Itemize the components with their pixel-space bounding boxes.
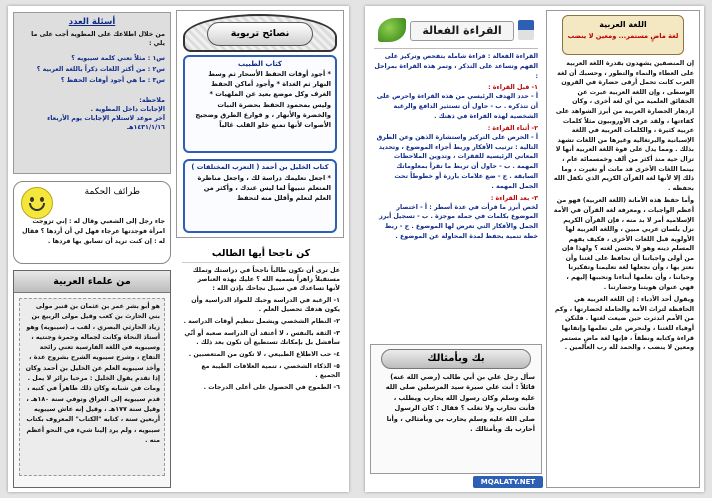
wisdom-title: طرائف الحكمة — [84, 187, 140, 197]
succeed-title: كن ناجحا أيها الطالب — [182, 246, 340, 263]
advice-card-title: كتاب الخليل بن أحمد ( التعرب المختلفات ) — [191, 163, 329, 171]
reading-section-text: لخص أبرز ما قرأت في عدة أسطر : أ - اختصار الموضوع بكلمات في جملة موجزة . ب - تسجيل أبرز الجمل والأفكار التي تعرض لها الموضوع . ج - ربط خطة تنمية بحفظ لمدة المحاولة عن الموضوع . — [379, 203, 538, 240]
questions-note-line: آخر موعد لاستلام الإجابات يوم الأربعاء ١٤٣١/١/١٦هـ — [47, 115, 165, 131]
advice-card-2 — [183, 159, 337, 233]
leaf-ornament-icon — [378, 18, 406, 42]
questions-note-line: الإجابات داخل المطوية . — [90, 106, 165, 113]
reading-title: القراءة الفعالة — [410, 21, 514, 41]
reading-section-title: ١- قبل القراءة : — [488, 84, 538, 92]
scholars-title: من علماء العربية — [53, 276, 131, 287]
advice-title: نصائح تربوية — [207, 22, 313, 46]
story-box — [370, 344, 542, 474]
questions-note-title: ملاحظة: — [139, 97, 165, 104]
flag-icon — [518, 20, 534, 40]
advice-card-text: * أجود أوقات الحفظ الأسحار ثم وسط النهار ثم الغداة * وأجود أماكن الحفظ الغرف وكل موضع بعيد عن الملهيات * وليس بمحمود الحفظ بحضرة النبات والخضرة والأنهار ، و قوارع الطرق وضجيج الأصوات لأنها تمنع خلو القلب غالباً — [195, 70, 331, 130]
succeed-item: ١- الرغبة في الدراسة وحبك للمواد الدراسية وأن يكون هدفك تحصيل العلم . — [191, 297, 340, 313]
reading-section-text: أ - حدد الهدف الرئيسي من هذه القراءة واحرص على أن تتذكره . ب - حاول أن تستثير الدافع والرغبة الشخصية لهذه القراءة في ذهنك . — [376, 93, 538, 120]
story-title-bar — [381, 349, 531, 369]
succeed-intro: عل ترى أن تكون طالباً ناجحاً في دراستك وتملك مستقبلاً زاهراً بسميه الله ؟ عليك بهذه العناصر لأنها تساعدك في سبيل نجاحك بإذن الله : — [192, 267, 340, 292]
scholars-box — [13, 270, 171, 488]
arabic-text: إن المنصفين يشهدون بقدرة اللغة العربية على العطاء والنماء والتطور ، وحسبك أن لغة العرب كانت تحمل أرقى حضارة في القرون الوسطى ، وإن اللغة العربية عبرت عن الحقائق العلمية من أي لغة أخرى ، وكان ازدهار الحضارة العربية من أبرز الشواهد على كفاءتها ، ولقد عرف الأوروبيون مثلاً كلمات عربية كثيرة ، والكلمات العربية في اللغة الإسبانية والبرتغالية وغيرها من اللغات تشهد بذلك . ومما يدل على قوة اللغة العربية أنها لا تزال حية منذ أكثر من ألف وخمسمائة عام ، بينما اللغات الأخرى قد ماتت أو تغيرت ، وما ذلك إلا لأنها لغة القرآن الكريم الذي تكفل الله بحفظه . — [553, 60, 694, 192]
questions-intro: من خلال اطلاعك على المطوية أجب على ما يلي : — [31, 31, 165, 47]
questions-title: أسئلة العدد — [68, 17, 116, 27]
wisdom-box — [13, 181, 171, 264]
succeed-item: ٢- النظام الشخصي ويشمل تنظيم أوقات الدراسة . — [183, 318, 340, 325]
advice-card-title: كتاب الطبيب — [238, 60, 282, 68]
scholars-text: هو أبو بشر عمر بن عثمان بن قنبر مولى بني الحارث بن كعب وقيل مولى الربيع بن زياد الحارثي البصري ، لقب بـ (سيبويه) وهو أستاذ النحاة وكانت لجماله وحمرة وجنتيه ، وسيبويه في اللغة الفارسية تعني رائحة التفاح ، وشرح سيبويه الشرح بشروح عدة ، وأخذ سيبويه العلم عن الخليل بن أحمد وكان إذا تقدم يقول الخليل : مرحبا بزائر لا يمل . ومات في شبابه وكان ذلك ظاهراً في كتبه ، قدم سيبويه إلى العراق وتوفي سنة ١٨٠هـ ، وقيل سنة ١٧٧هـ ، وقيل إنه عاش سيبويه أربعين سنة ، كتابه "الكتاب" المعروف بكتاب سيبويه ، ولم يرد إلينا شيء في النحو أعظم منه . — [25, 303, 160, 444]
reading-section-title: ٣- بعد القراءة : — [490, 194, 538, 202]
right-page — [365, 6, 704, 492]
succeed-item: ٤- حب الاطلاع الطبيعي ، لا تكون من المتعصبين . — [188, 351, 340, 358]
wisdom-text: جاء رجل إلى الشعبي وقال له : إني تزوجت امرأة فوجدتها عرجاء فهل لي أن أردها ؟ فقال له : إن كنت تريد أن تسابق بها فردها . — [22, 218, 165, 245]
reading-section-text: أ - الحرص على التركيز واستشارة الذهن وعن الطرق التالية : ترتيب الأفكار وربط أجزاء الموضوع ، وتحديد المعاني الرئيسية للفقرات ، وتدوين الملاحظات المهمة . ب - حاول أن تربط ما تقرأ بمعلوماتك السابقة . ج - ضع علامات بارزة أو خطوطاً تحت الجمل المهمة . — [376, 133, 538, 190]
question-item: س٢ : من أكثر اللغات ذكراً باللغة العربية ؟ — [36, 66, 165, 73]
arabic-text: وأما حفظ هذه الأمانة (اللغة العربية) فهو من أعظم الواجبات ، ومعرفة لغة القرآن في الأمة الإسلامية أمر لا بد منه ، فإن القرآن الكريم نزل بلسان عربي مبين ، واللغة العربية لها الأولوية قبل اللغات الأخرى ، فكيف يفهم المسلم دينه وهو لا يحسن لغته ؟ ولهذا فإن من أولى واجباتنا أن نحافظ على لغتنا وأن نعتز بها ، وأن نجعلها لغة تعليمنا وتفكيرنا وحياتنا ، وأن نعلمها أبناءنا ونحببها إليهم ، فهي عنوان هويتنا وحضارتنا . — [553, 197, 694, 291]
scholars-body — [19, 298, 165, 476]
arabic-column — [546, 10, 700, 488]
succeed-item: ٦- الطموح في الحصول على أعلى الدرجات . — [203, 384, 340, 391]
arabic-scroll-header — [562, 15, 684, 55]
question-item: س١ : مثلاً تعني كلمة سيبويه ؟ — [71, 55, 165, 62]
left-page — [8, 6, 349, 492]
succeed-item: ٥- الذكاء الشخصي ، تنمية العلاقات الطيبة مع الجميع . — [201, 363, 340, 379]
smiley-icon — [21, 187, 53, 219]
arabic-text: ويقول أحد الأدباء : إن اللغة العربية هي الحافظة لتراث الأمة والحاملة لحضارتها ، وكم من الأمم اندثرت حين ضيعت لغتها . فلنكن أوفياء للغتنا ، ولنحرص على تعلمها وإتقانها قراءة وكتابة ونطقاً ، فإنها لغة ماضٍ مستمر ومعين لا ينضب ، والحمد لله رب العالمين . — [554, 296, 694, 352]
story-text: سأل رجل علي بن أبي طالب (رضي الله عنه) قائلاً : أنت علي سيرة سيد المرسلين صلى الله عليه وسلم وكان رسول الله يحارب ويطلب ، فأنت تحارب ولا تغلب ؟ فقال : كان الرسول صلى الله عليه وسلم يحارب بي وبأمثالي ، وأنا أحارب بك وبأمثالك . — [385, 373, 535, 434]
arabic-subtitle: لغة ماضٍ مستمر... ومعين لا ينضب — [567, 32, 679, 40]
succeed-item: ٣- الثقة بالنفس ، لا أعتقد أن الدراسة صعبة أو أنّي سأفشل بل بإمكانك تستطيع أن تكون بعد ذلك . — [184, 330, 340, 346]
advice-card-1 — [183, 55, 337, 153]
arabic-title: اللغة العربية — [599, 20, 647, 29]
reading-intro: القراءة الفعالة : قراءة شاملة بتفحص وتركيز على الفهم وتساعد على التذكر ، وتمر هذه القراءة بمراحل : — [374, 53, 538, 80]
reading-box — [370, 10, 542, 340]
reading-header — [374, 12, 538, 49]
story-title: بك وبأمثالك — [427, 353, 485, 364]
questions-box — [13, 12, 171, 174]
advice-box — [176, 10, 344, 238]
reading-section-title: ٢- أثناء القراءة : — [487, 124, 538, 132]
succeed-box — [178, 244, 344, 489]
questions-list — [19, 53, 165, 86]
advice-card-text: * اجعل تعليمك دراسة لك ، واجعل مناظرة المتعلم تنبيهاً لما ليس عندك ، وأكثر من العلم لتعلم وأقلل منه لتحفظ — [197, 173, 331, 202]
scholars-title-bar — [14, 271, 170, 293]
question-item: س٣ : ما هي أجود أوقات الحفظ ؟ — [60, 77, 165, 84]
site-watermark: MQALATY.NET — [473, 476, 543, 488]
